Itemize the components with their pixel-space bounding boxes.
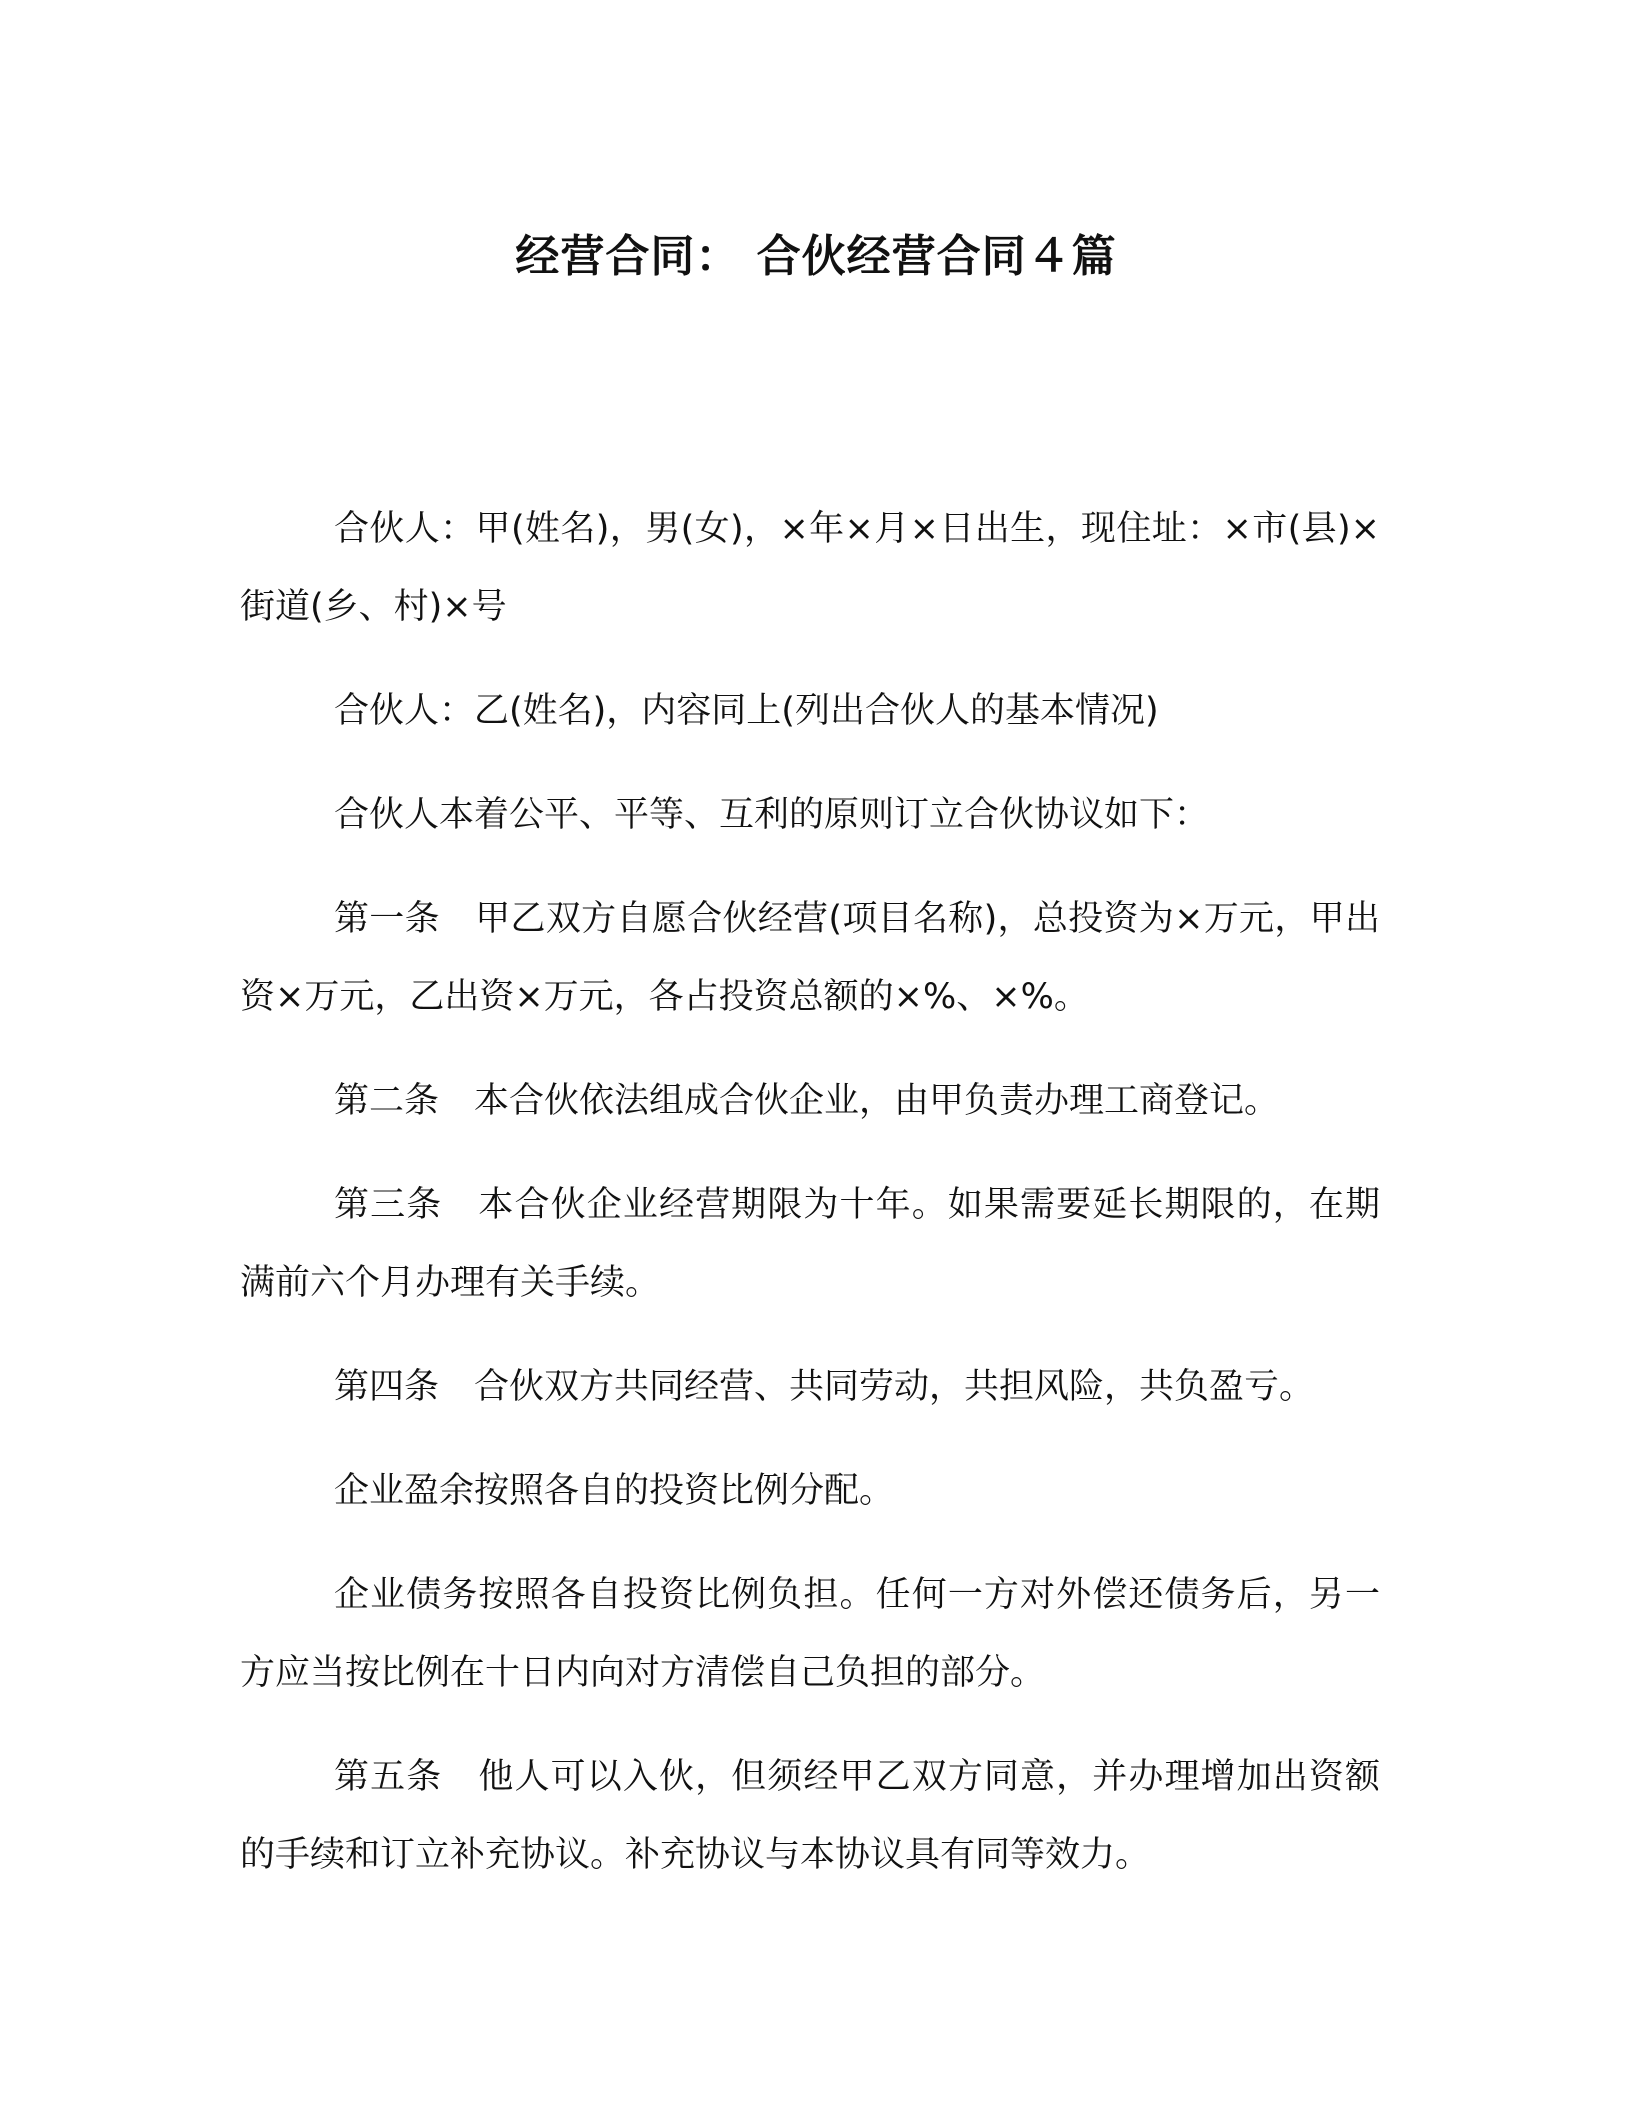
paragraph-article-5: 第五条 他人可以入伙，但须经甲乙双方同意，并办理增加出资额的手续和订立补充协议。补充协议与本协议具有同等效力。 xyxy=(240,1757,1380,1875)
paragraph-article-1: 第一条 甲乙双方自愿合伙经营(项目名称)，总投资为×万元，甲出资×万元，乙出资×万元，各占投资总额的×%、×%。 xyxy=(240,899,1380,1017)
paragraph-article-2: 第二条 本合伙依法组成合伙企业，由甲负责办理工商登记。 xyxy=(334,1081,1280,1121)
paragraph-partner-a: 合伙人：甲(姓名)，男(女)，×年×月×日出生，现住址：×市(县)×街道(乡、村)×号 xyxy=(240,509,1380,627)
paragraph-article-3: 第三条 本合伙企业经营期限为十年。如果需要延长期限的，在期满前六个月办理有关手续。 xyxy=(240,1185,1380,1303)
paragraph-debt-sharing: 企业债务按照各自投资比例负担。任何一方对外偿还债务后，另一方应当按比例在十日内向对方清偿自己负担的部分。 xyxy=(240,1575,1380,1693)
paragraph-profit-distribution: 企业盈余按照各自的投资比例分配。 xyxy=(334,1471,895,1511)
paragraph-partner-b: 合伙人：乙(姓名)，内容同上(列出合伙人的基本情况) xyxy=(334,691,1159,731)
document-body xyxy=(240,490,1380,1920)
paragraph-article-4: 第四条 合伙双方共同经营、共同劳动，共担风险，共负盈亏。 xyxy=(334,1367,1315,1407)
paragraph-preamble: 合伙人本着公平、平等、互利的原则订立合伙协议如下： xyxy=(334,795,1210,835)
document-title: 经营合同： 合伙经营合同４篇 xyxy=(515,231,1117,282)
